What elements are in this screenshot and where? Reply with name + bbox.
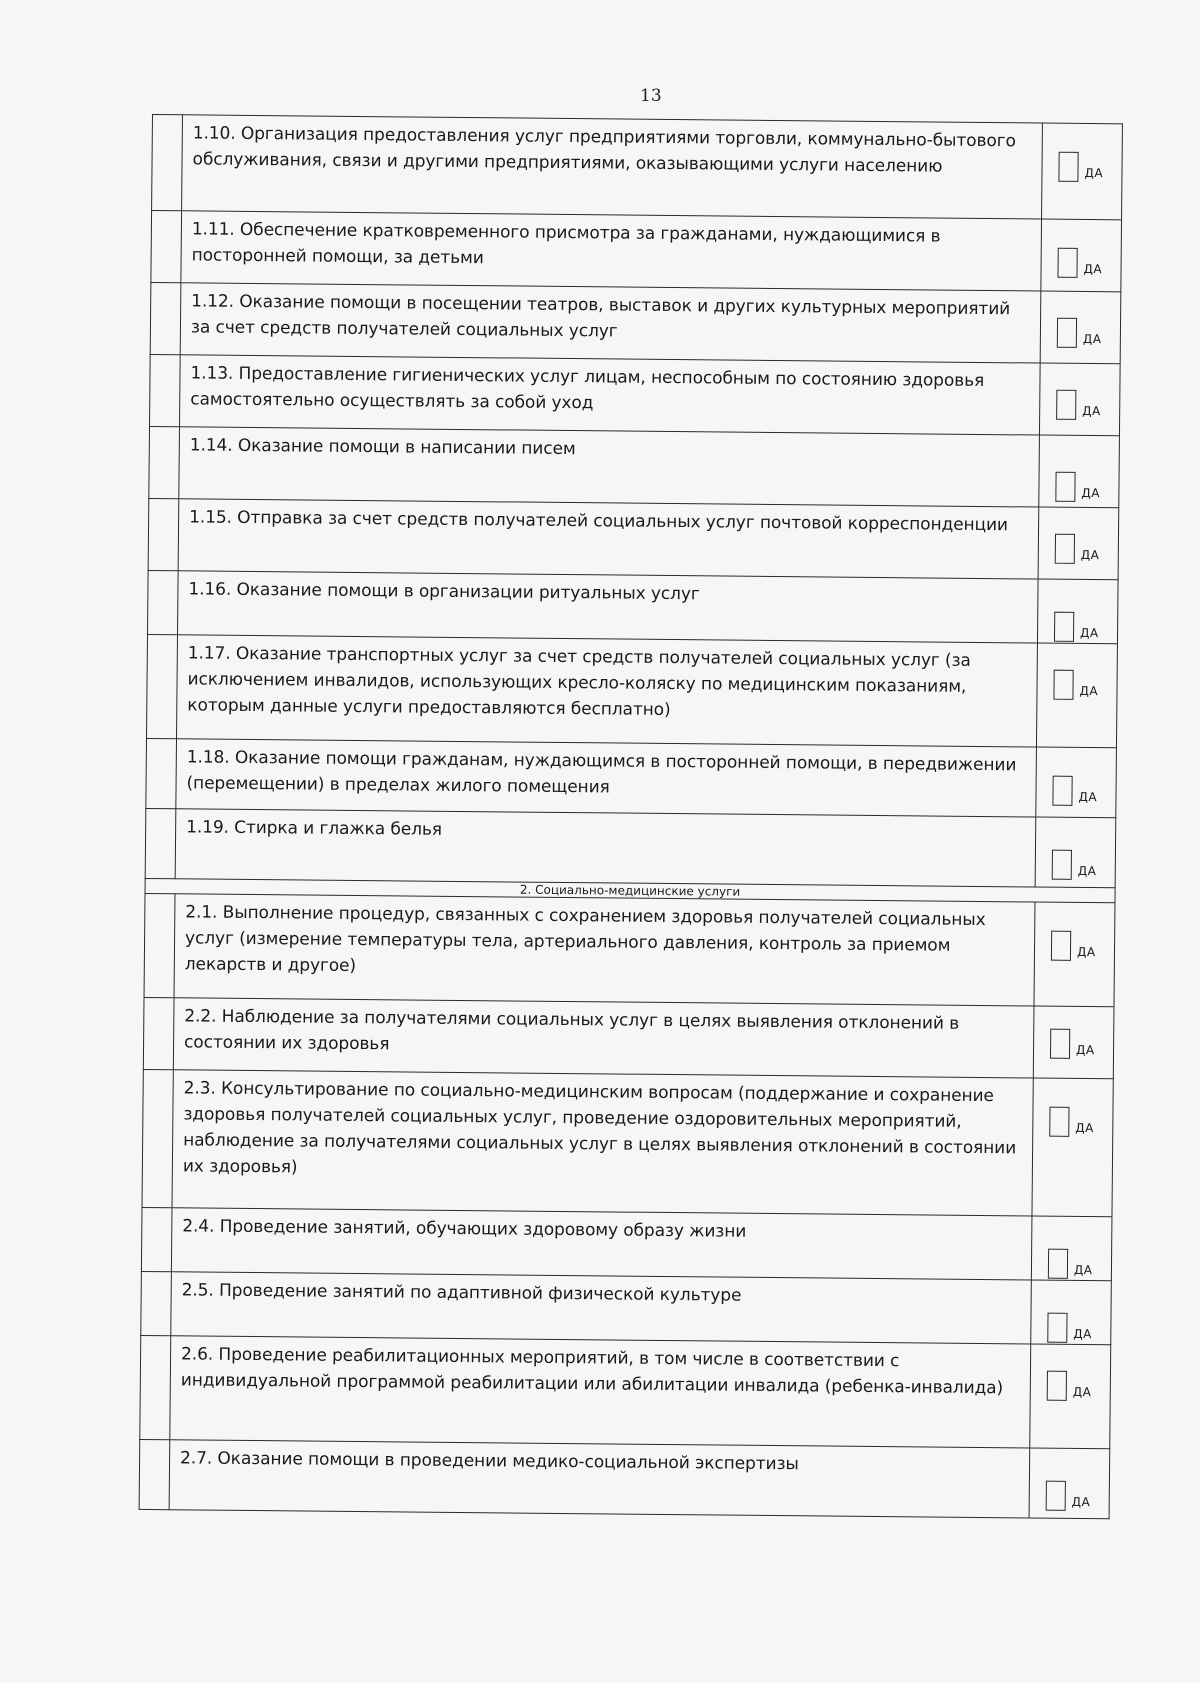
service-row bbox=[148, 498, 1119, 579]
service-row bbox=[144, 893, 1115, 1006]
service-row bbox=[139, 1439, 1110, 1518]
checkbox-label: ДА bbox=[1073, 1326, 1092, 1342]
agreement-checkbox[interactable] bbox=[1049, 1107, 1069, 1137]
agreement-cell bbox=[1031, 1216, 1112, 1281]
service-description-cell bbox=[177, 635, 1038, 747]
agreement-checkbox[interactable] bbox=[1047, 1313, 1067, 1343]
service-row bbox=[140, 1335, 1111, 1448]
checkbox-label: ДА bbox=[1076, 944, 1096, 960]
service-description-cell bbox=[179, 427, 1040, 507]
row-margin-cell bbox=[147, 634, 178, 738]
service-description: 1.12. Оказание помощи в посещении театров, выставок и других культурных мероприятий за счет средств получателей социальных услуг bbox=[190, 291, 1011, 342]
section-2-rows bbox=[139, 893, 1115, 1518]
agreement-cell bbox=[1036, 643, 1117, 748]
checkbox-label: ДА bbox=[1082, 403, 1101, 419]
row-margin-cell bbox=[150, 354, 181, 426]
agreement-checkbox[interactable] bbox=[1055, 472, 1075, 502]
row-margin-cell bbox=[143, 997, 174, 1069]
row-margin-cell bbox=[148, 570, 179, 634]
service-description: 1.14. Оказание помощи в написании писем bbox=[189, 435, 576, 460]
checkbox-label: ДА bbox=[1078, 789, 1098, 805]
service-description-cell bbox=[169, 1440, 1030, 1518]
agreement-cell bbox=[1038, 507, 1119, 580]
agreement-cell bbox=[1041, 219, 1122, 292]
checkbox-label: ДА bbox=[1083, 261, 1103, 277]
row-margin-cell bbox=[142, 1069, 173, 1207]
row-margin-cell bbox=[152, 115, 183, 211]
service-row bbox=[146, 738, 1117, 817]
agreement-cell bbox=[1029, 1448, 1110, 1519]
agreement-checkbox[interactable] bbox=[1057, 248, 1077, 278]
service-description-cell bbox=[176, 739, 1037, 817]
service-description: 1.11. Обеспечение кратковременного присмотра за гражданами, нуждающимися в посторонней помощи, за детьми bbox=[191, 219, 941, 269]
service-description: 2.6. Проведение реабилитационных мероприятий, в том числе в соответствии с индивидуальной программой реабилитации или абилитации инвалида (ребенка-инвалида) bbox=[180, 1344, 1004, 1399]
row-margin-cell bbox=[149, 426, 180, 498]
agreement-checkbox[interactable] bbox=[1046, 1481, 1066, 1511]
service-description-cell bbox=[172, 1070, 1033, 1216]
service-description-cell bbox=[174, 894, 1035, 1006]
section-1-rows bbox=[145, 115, 1122, 888]
service-description: 2.3. Консультирование по социально-медицинским вопросам (поддержание и сохранение здоровья получателей социальных услуг, проведение оздоровительных мероприятий, наблюдение за получателями социальных услуг в целях выявления отклонений в состоянии их здоровья) bbox=[182, 1078, 1017, 1178]
service-description-cell bbox=[180, 283, 1041, 363]
row-margin-cell bbox=[144, 893, 175, 997]
service-row bbox=[150, 282, 1121, 363]
agreement-cell bbox=[1030, 1344, 1111, 1449]
row-margin-cell bbox=[145, 808, 176, 878]
agreement-checkbox[interactable] bbox=[1047, 1371, 1067, 1401]
service-description: 2.4. Проведение занятий, обучающих здоровому образу жизни bbox=[182, 1216, 747, 1242]
agreement-checkbox[interactable] bbox=[1053, 670, 1073, 700]
service-description-cell bbox=[171, 1272, 1032, 1344]
row-margin-cell bbox=[146, 738, 177, 808]
service-row bbox=[151, 211, 1122, 292]
service-row bbox=[148, 570, 1119, 643]
checkbox-label: ДА bbox=[1072, 1384, 1092, 1400]
agreement-cell bbox=[1036, 747, 1117, 818]
service-description: 1.16. Оказание помощи в организации ритуальных услуг bbox=[188, 579, 700, 605]
service-description: 1.19. Стирка и глажка белья bbox=[186, 817, 443, 840]
agreement-checkbox[interactable] bbox=[1058, 152, 1078, 182]
checkbox-label: ДА bbox=[1079, 625, 1099, 641]
checkbox-label: ДА bbox=[1077, 863, 1097, 879]
agreement-cell bbox=[1032, 1078, 1113, 1217]
service-description: 2.7. Оказание помощи в проведении медико-социальной экспертизы bbox=[180, 1448, 799, 1475]
checkbox-label: ДА bbox=[1079, 683, 1099, 699]
service-description: 1.15. Отправка за счет средств получателей социальных услуг почтовой корреспонденции bbox=[189, 507, 1009, 536]
service-row bbox=[147, 634, 1118, 747]
service-description-cell bbox=[170, 1336, 1031, 1448]
agreement-cell bbox=[1034, 902, 1115, 1007]
service-row bbox=[145, 808, 1116, 887]
service-row bbox=[143, 997, 1114, 1078]
agreement-checkbox[interactable] bbox=[1052, 850, 1072, 880]
row-margin-cell bbox=[148, 498, 179, 570]
agreement-checkbox[interactable] bbox=[1048, 1249, 1068, 1279]
checkbox-label: ДА bbox=[1080, 547, 1100, 563]
service-description: 2.5. Проведение занятий по адаптивной физической культуре bbox=[181, 1280, 742, 1306]
section-title: 2. Социально-медицинские услуги bbox=[145, 878, 1115, 902]
service-description: 1.13. Предоставление гигиенических услуг лицам, неспособным по состоянию здоровья самостоятельно осуществлять за собой уход bbox=[190, 363, 985, 414]
service-description-cell bbox=[178, 499, 1039, 579]
service-description-cell bbox=[175, 809, 1036, 887]
service-description: 2.1. Выполнение процедур, связанных с сохранением здоровья получателей социальных услуг (измерение температуры тела, артериального давления, контроль за приемом лекарств и другое) bbox=[184, 902, 986, 976]
row-margin-cell bbox=[140, 1335, 171, 1439]
service-description-cell bbox=[182, 115, 1043, 219]
checkbox-label: ДА bbox=[1071, 1494, 1091, 1510]
service-description-cell bbox=[179, 355, 1040, 435]
checkbox-label: ДА bbox=[1081, 485, 1101, 501]
checkbox-label: ДА bbox=[1084, 165, 1104, 181]
service-description-cell bbox=[181, 211, 1042, 291]
services-table bbox=[139, 114, 1123, 1519]
checkbox-label: ДА bbox=[1075, 1042, 1095, 1058]
row-margin-cell bbox=[151, 211, 182, 283]
service-description-cell bbox=[171, 1208, 1032, 1280]
agreement-checkbox[interactable] bbox=[1052, 776, 1072, 806]
agreement-checkbox[interactable] bbox=[1057, 318, 1077, 348]
row-margin-cell bbox=[141, 1271, 172, 1335]
row-margin-cell bbox=[139, 1439, 170, 1509]
service-row bbox=[141, 1271, 1112, 1344]
agreement-cell bbox=[1031, 1280, 1112, 1345]
service-row bbox=[150, 354, 1121, 435]
service-row bbox=[149, 426, 1120, 507]
agreement-checkbox[interactable] bbox=[1051, 931, 1071, 961]
row-margin-cell bbox=[141, 1207, 172, 1271]
page-number: 13 bbox=[640, 86, 662, 106]
agreement-cell bbox=[1033, 1006, 1114, 1079]
agreement-cell bbox=[1040, 291, 1121, 364]
agreement-cell bbox=[1039, 363, 1120, 436]
service-row bbox=[152, 115, 1123, 220]
agreement-cell bbox=[1037, 579, 1118, 644]
service-row bbox=[141, 1207, 1112, 1280]
agreement-cell bbox=[1042, 123, 1123, 220]
checkbox-label: ДА bbox=[1082, 331, 1102, 347]
agreement-checkbox[interactable] bbox=[1050, 1029, 1070, 1059]
service-description: 1.10. Организация предоставления услуг предприятиями торговли, коммунально-бытового обслуживания, связи и другими предприятиями, оказывающими услуги населению bbox=[192, 123, 1016, 177]
service-description-cell bbox=[178, 571, 1039, 643]
checkbox-label: ДА bbox=[1073, 1262, 1093, 1278]
agreement-checkbox[interactable] bbox=[1056, 390, 1076, 420]
service-row bbox=[142, 1069, 1113, 1216]
service-description-cell bbox=[173, 998, 1034, 1078]
agreement-cell bbox=[1035, 817, 1116, 888]
checkbox-label: ДА bbox=[1075, 1120, 1094, 1136]
service-description: 1.17. Оказание транспортных услуг за счет средств получателей социальных услуг (за исключением инвалидов, использующих кресло-коляску по медицинским показаниям, которым данные услуги предоставляются бесплатно) bbox=[187, 643, 971, 721]
agreement-cell bbox=[1039, 435, 1120, 508]
agreement-checkbox[interactable] bbox=[1055, 534, 1075, 564]
service-description: 2.2. Наблюдение за получателями социальных услуг в целях выявления отклонений в состоянии их здоровья bbox=[183, 1006, 960, 1055]
row-margin-cell bbox=[150, 282, 181, 354]
agreement-checkbox[interactable] bbox=[1054, 612, 1074, 642]
service-description: 1.18. Оказание помощи гражданам, нуждающимся в посторонней помощи, в передвижении (перемещении) в пределах жилого помещения bbox=[186, 747, 1017, 798]
